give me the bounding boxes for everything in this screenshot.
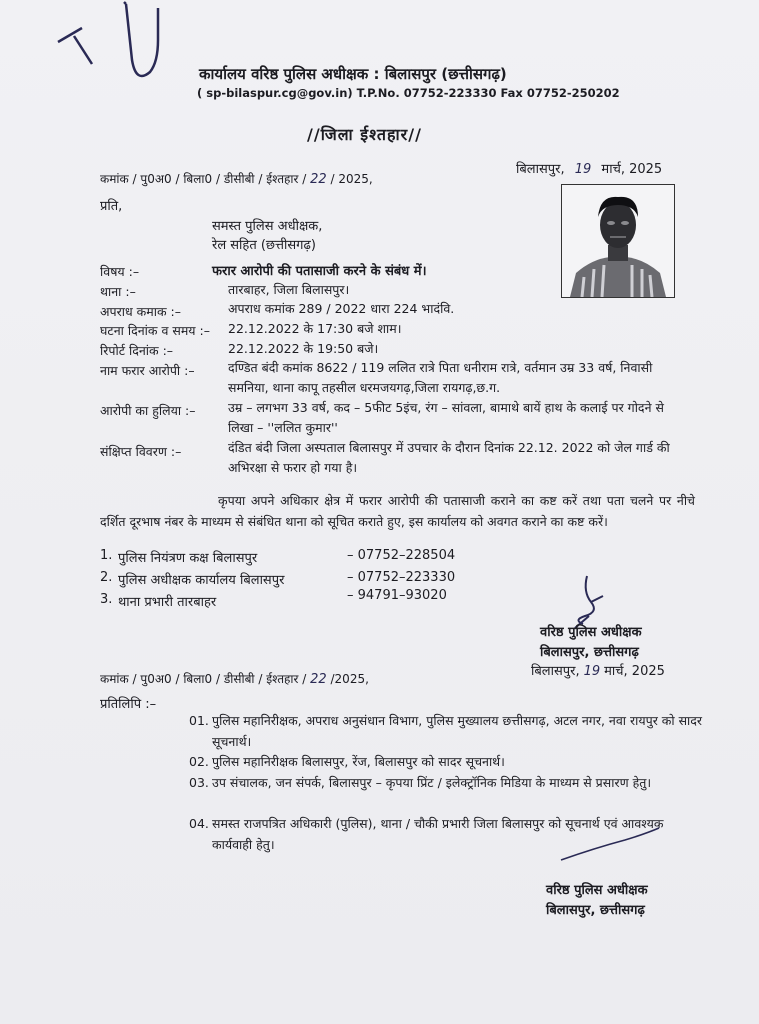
contact-phone-3: – 94791–93020 [347, 588, 447, 603]
copy-item-4-num: 04. [189, 816, 209, 831]
field-label-accused-name: नाम फरार आरोपी :– [100, 363, 195, 378]
signature2-place: बिलासपुर, छत्तीसगढ़ [546, 903, 645, 918]
accused-photo [561, 184, 675, 298]
contact-phone-2: – 07752–223330 [347, 570, 456, 585]
copy-item-1-num: 01. [189, 713, 209, 728]
signature1-month-year: मार्च, 2025 [604, 664, 665, 679]
field-value-incident-date: 22.12.2022 के 17:30 बजे शाम। [228, 321, 402, 336]
copy-item-3 [189, 772, 709, 816]
copy-item-2 [189, 751, 709, 773]
contact-num-2: 2. [100, 570, 113, 585]
field-value-crime-no: अपराध कमांक 289 / 2022 धारा 224 भादंवि. [228, 301, 455, 316]
reference2-year: /2025, [330, 672, 369, 686]
reference-year: / 2025, [330, 172, 373, 186]
addressee-line-1: समस्त पुलिस अधीक्षक, [212, 219, 323, 234]
prati-label: प्रति, [100, 199, 123, 214]
field-value-report-date: 22.12.2022 के 19:50 बजे। [228, 341, 379, 356]
request-paragraph: कृपया अपने अधिकार क्षेत्र में फरार आरोपी की पतासाजी कराने का कष्ट करें तथा पता चलने पर नीचे दर्शित दूरभाष नंबर के माध्यम से संबंधित थाना को सूचित कराते हुए, इस कार्यालय को अवगत कराने का कष्ट करें। [100, 493, 695, 529]
signature1-date-prefix: बिलासपुर, [531, 664, 580, 679]
field-label-description: आरोपी का हुलिया :– [100, 403, 196, 418]
month-year: मार्च, 2025 [601, 162, 663, 177]
copy-item-2-text: पुलिस महानिरीक्षक बिलासपुर, रेंज, बिलासपुर को सादर सूचनार्थ। [212, 754, 505, 769]
reference-line [100, 170, 373, 187]
field-label-incident-date: घटना दिनांक व समय :– [100, 323, 210, 338]
signature2-designation: वरिष्ठ पुलिस अधीक्षक [546, 883, 648, 898]
copy-item-2-num: 02. [189, 754, 209, 769]
copy-item-1 [189, 710, 709, 754]
field-value-summary: दंडित बंदी जिला अस्पताल बिलासपुर में उपचार के दौरान दिनांक 22.12. 2022 को जेल गार्ड की अभिरक्षा से फरार हो गया है। [228, 440, 670, 475]
reference2-handwritten-no: 22 [310, 672, 327, 687]
handwritten-mark-icon [40, 0, 180, 100]
signature1-place: बिलासपुर, छत्तीसगढ़ [540, 645, 639, 660]
place-date-prefix: बिलासपुर, [516, 162, 565, 177]
contact-name-3: थाना प्रभारी तारबाहर [118, 595, 217, 610]
field-value-accused-name: दण्डित बंदी कमांक 8622 / 119 ललित रात्रे पिता धनीराम रात्रे, वर्तमान उम्र 33 वर्ष, निवासी समनिया, थाना कापू तहसील धरमजयगढ़,जिला रायगढ़,छ.ग. [228, 360, 653, 395]
field-value-description: उम्र – लगभग 33 वर्ष, कद – 5फीट 5इंच, रंग – सांवला, बामाथे बायें हाथ के कलाई पर गोदने से लिखा – ''ललित कुमार'' [228, 400, 664, 435]
field-label-summary: संक्षिप्त विवरण :– [100, 444, 182, 459]
field-value-station: तारबाहर, जिला बिलासपुर। [228, 282, 350, 297]
contact-name-1: पुलिस नियंत्रण कक्ष बिलासपुर [118, 551, 258, 566]
signature2-mark-icon [555, 826, 665, 866]
handwritten-day: 19 [574, 162, 592, 177]
copy-item-3-text: उप संचालक, जन संपर्क, बिलासपुर – कृपया प्रिंट / इलेक्ट्रॉनिक मिडिया के माध्यम से प्रसारण हेतु। [212, 775, 652, 790]
contact-phone-1: – 07752–228504 [347, 548, 456, 563]
signature1-handwritten-day: 19 [583, 664, 601, 679]
contact-num-3: 3. [100, 592, 113, 607]
signature1-designation: वरिष्ठ पुलिस अधीक्षक [540, 625, 642, 640]
reference2-line [100, 670, 369, 687]
contact-num-1: 1. [100, 548, 113, 563]
signature1-date [531, 661, 665, 679]
field-label-station: थाना :– [100, 284, 136, 299]
copy-label: प्रतिलिपि :– [100, 697, 157, 712]
field-label-report-date: रिपोर्ट दिनांक :– [100, 343, 174, 358]
handwritten-ref-no: 22 [310, 172, 327, 187]
copy-item-1-text: पुलिस महानिरीक्षक, अपराध अनुसंधान विभाग, पुलिस मुख्यालय छत्तीसगढ़, अटल नगर, नवा रायपुर को सादर सूचनार्थ। [212, 713, 703, 749]
addressee-line-2: रेल सहित (छत्तीसगढ़) [212, 238, 316, 253]
reference-number: कमांक / पु0अ0 / बिला0 / डीसीबी / ईश्तहार / [100, 172, 307, 186]
field-label-crime-no: अपराध कमाक :– [100, 304, 182, 319]
place-date [516, 159, 662, 177]
copy-item-4-text: समस्त राजपत्रित अधिकारी (पुलिस), थाना / चौकी प्रभारी जिला बिलासपुर को सूचनार्थ एवं आवश्यक कार्यवाही हेतु। [212, 816, 664, 852]
contact-name-2: पुलिस अधीक्षक कार्यालय बिलासपुर [118, 573, 285, 588]
reference2-number: कमांक / पु0अ0 / बिला0 / डीसीबी / ईश्तहार / [100, 672, 307, 686]
field-label-subject: विषय :– [100, 264, 140, 279]
field-value-subject: फरार आरोपी की पतासाजी करने के संबंध में। [212, 264, 427, 279]
office-title: कार्यालय वरिष्ठ पुलिस अधीक्षक : बिलासपुर (छत्तीसगढ़) [199, 65, 507, 83]
contact-line: ( sp-bilaspur.cg@gov.in) T.P.No. 07752-223330 Fax 07752-250202 [197, 86, 620, 100]
notice-title: //जिला ईश्तहार// [307, 125, 422, 144]
copy-item-3-num: 03. [189, 775, 209, 790]
